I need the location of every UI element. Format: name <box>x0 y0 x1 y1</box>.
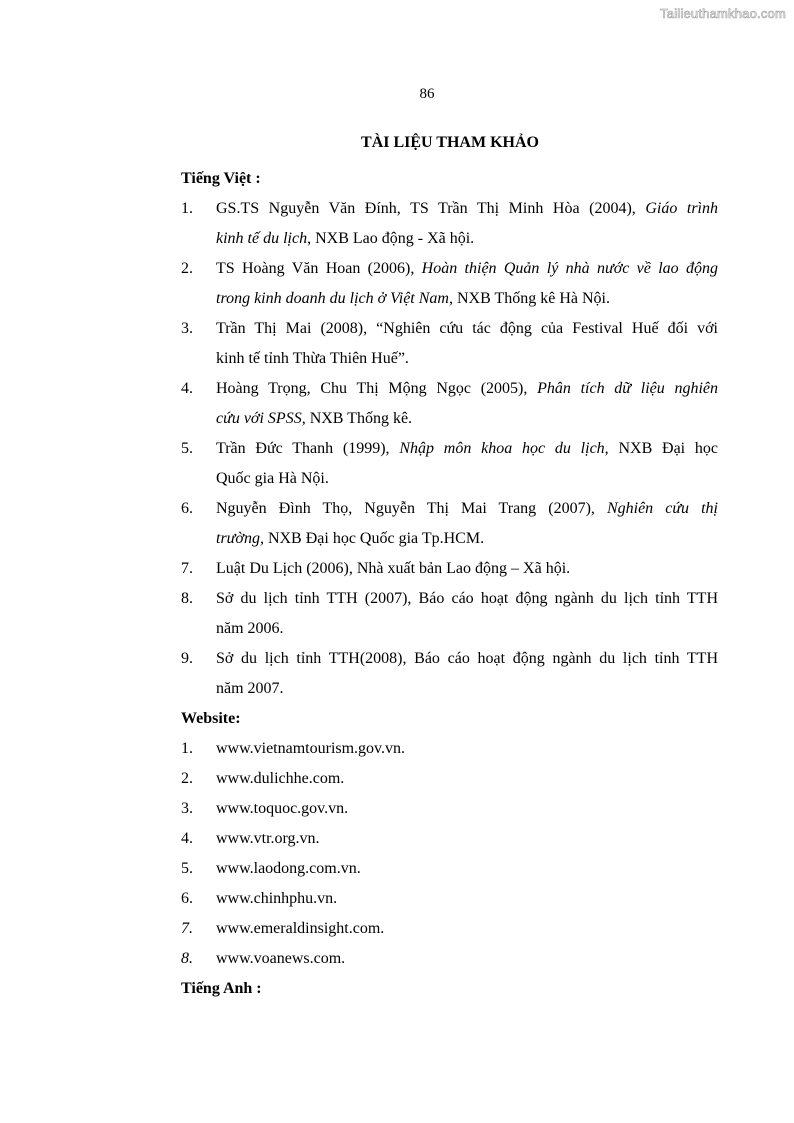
website-url: www.laodong.com.vn. <box>216 860 361 877</box>
website-number: 7. <box>181 920 193 937</box>
reference-line: cứu với SPSS, NXB Thống kê. <box>216 410 413 427</box>
section-heading-website: Website: <box>181 710 241 727</box>
reference-item <box>181 254 718 314</box>
reference-line: năm 2007. <box>216 680 284 697</box>
website-item <box>181 914 718 944</box>
reference-line: Trần Thị Mai (2008), “Nghiên cứu tác động của Festival Huế đối với <box>216 320 718 337</box>
website-item <box>181 764 718 794</box>
reference-number: 4. <box>181 380 193 397</box>
website-url: www.vietnamtourism.gov.vn. <box>216 740 406 757</box>
website-number: 1. <box>181 740 193 757</box>
references-content <box>181 164 718 1004</box>
reference-line: Sở du lịch tỉnh TTH (2007), Báo cáo hoạt động ngành du lịch tỉnh TTH <box>216 590 718 607</box>
reference-line: Hoàng Trọng, Chu Thị Mộng Ngọc (2005), Phân tích dữ liệu nghiên <box>216 380 719 397</box>
reference-line: năm 2006. <box>216 620 284 637</box>
reference-line: Quốc gia Hà Nội. <box>216 470 329 487</box>
website-url: www.dulichhe.com. <box>216 770 345 787</box>
website-url: www.emeraldinsight.com. <box>216 920 385 937</box>
website-url: www.chinhphu.vn. <box>216 890 338 907</box>
reference-line: Sở du lịch tỉnh TTH(2008), Báo cáo hoạt động ngành du lịch tỉnh TTH <box>216 650 718 667</box>
reference-item <box>181 314 718 374</box>
website-url: www.voanews.com. <box>216 950 346 967</box>
reference-item <box>181 494 718 554</box>
reference-line: GS.TS Nguyễn Văn Đính, TS Trần Thị Minh Hòa (2004), Giáo trình <box>216 200 718 217</box>
page-number: 86 <box>419 86 435 102</box>
reference-line: trường, NXB Đại học Quốc gia Tp.HCM. <box>216 530 485 547</box>
reference-number: 3. <box>181 320 193 337</box>
reference-line: trong kinh doanh du lịch ở Việt Nam, NXB Thống kê Hà Nội. <box>216 290 610 307</box>
website-item <box>181 884 718 914</box>
website-url: www.vtr.org.vn. <box>216 830 320 847</box>
reference-number: 5. <box>181 440 193 457</box>
section-heading-vietnamese: Tiếng Việt : <box>181 170 261 187</box>
reference-item <box>181 434 718 494</box>
reference-line: Trần Đức Thanh (1999), Nhập môn khoa học du lịch, NXB Đại học <box>216 440 718 457</box>
reference-line: Nguyễn Đình Thọ, Nguyễn Thị Mai Trang (2007), Nghiên cứu thị <box>216 500 718 517</box>
reference-item <box>181 194 718 254</box>
website-item <box>181 854 718 884</box>
reference-line: Luật Du Lịch (2006), Nhà xuất bản Lao động – Xã hội. <box>216 560 571 577</box>
reference-item <box>181 374 718 434</box>
website-item <box>181 824 718 854</box>
reference-item <box>181 584 718 644</box>
website-number: 5. <box>181 860 193 877</box>
website-item <box>181 944 718 974</box>
reference-number: 2. <box>181 260 193 277</box>
reference-number: 9. <box>181 650 193 667</box>
reference-number: 8. <box>181 590 193 607</box>
website-number: 2. <box>181 770 193 787</box>
website-url: www.toquoc.gov.vn. <box>216 800 349 817</box>
reference-number: 1. <box>181 200 193 217</box>
website-number: 8. <box>181 950 193 967</box>
reference-line: kinh tế tỉnh Thừa Thiên Huế”. <box>216 350 409 367</box>
reference-line: kinh tế du lịch, NXB Lao động - Xã hội. <box>216 230 475 247</box>
website-item <box>181 734 718 764</box>
reference-item <box>181 554 718 584</box>
website-number: 4. <box>181 830 193 847</box>
watermark: Tailieuthamkhao.com <box>660 6 786 21</box>
reference-line: TS Hoàng Văn Hoan (2006), Hoàn thiện Quản lý nhà nước về lao động <box>216 260 718 277</box>
reference-number: 6. <box>181 500 193 517</box>
website-number: 3. <box>181 800 193 817</box>
website-item <box>181 794 718 824</box>
reference-number: 7. <box>181 560 193 577</box>
website-number: 6. <box>181 890 193 907</box>
section-heading-english: Tiếng Anh : <box>181 980 262 997</box>
page-title: TÀI LIỆU THAM KHẢO <box>361 134 539 151</box>
reference-item <box>181 644 718 704</box>
